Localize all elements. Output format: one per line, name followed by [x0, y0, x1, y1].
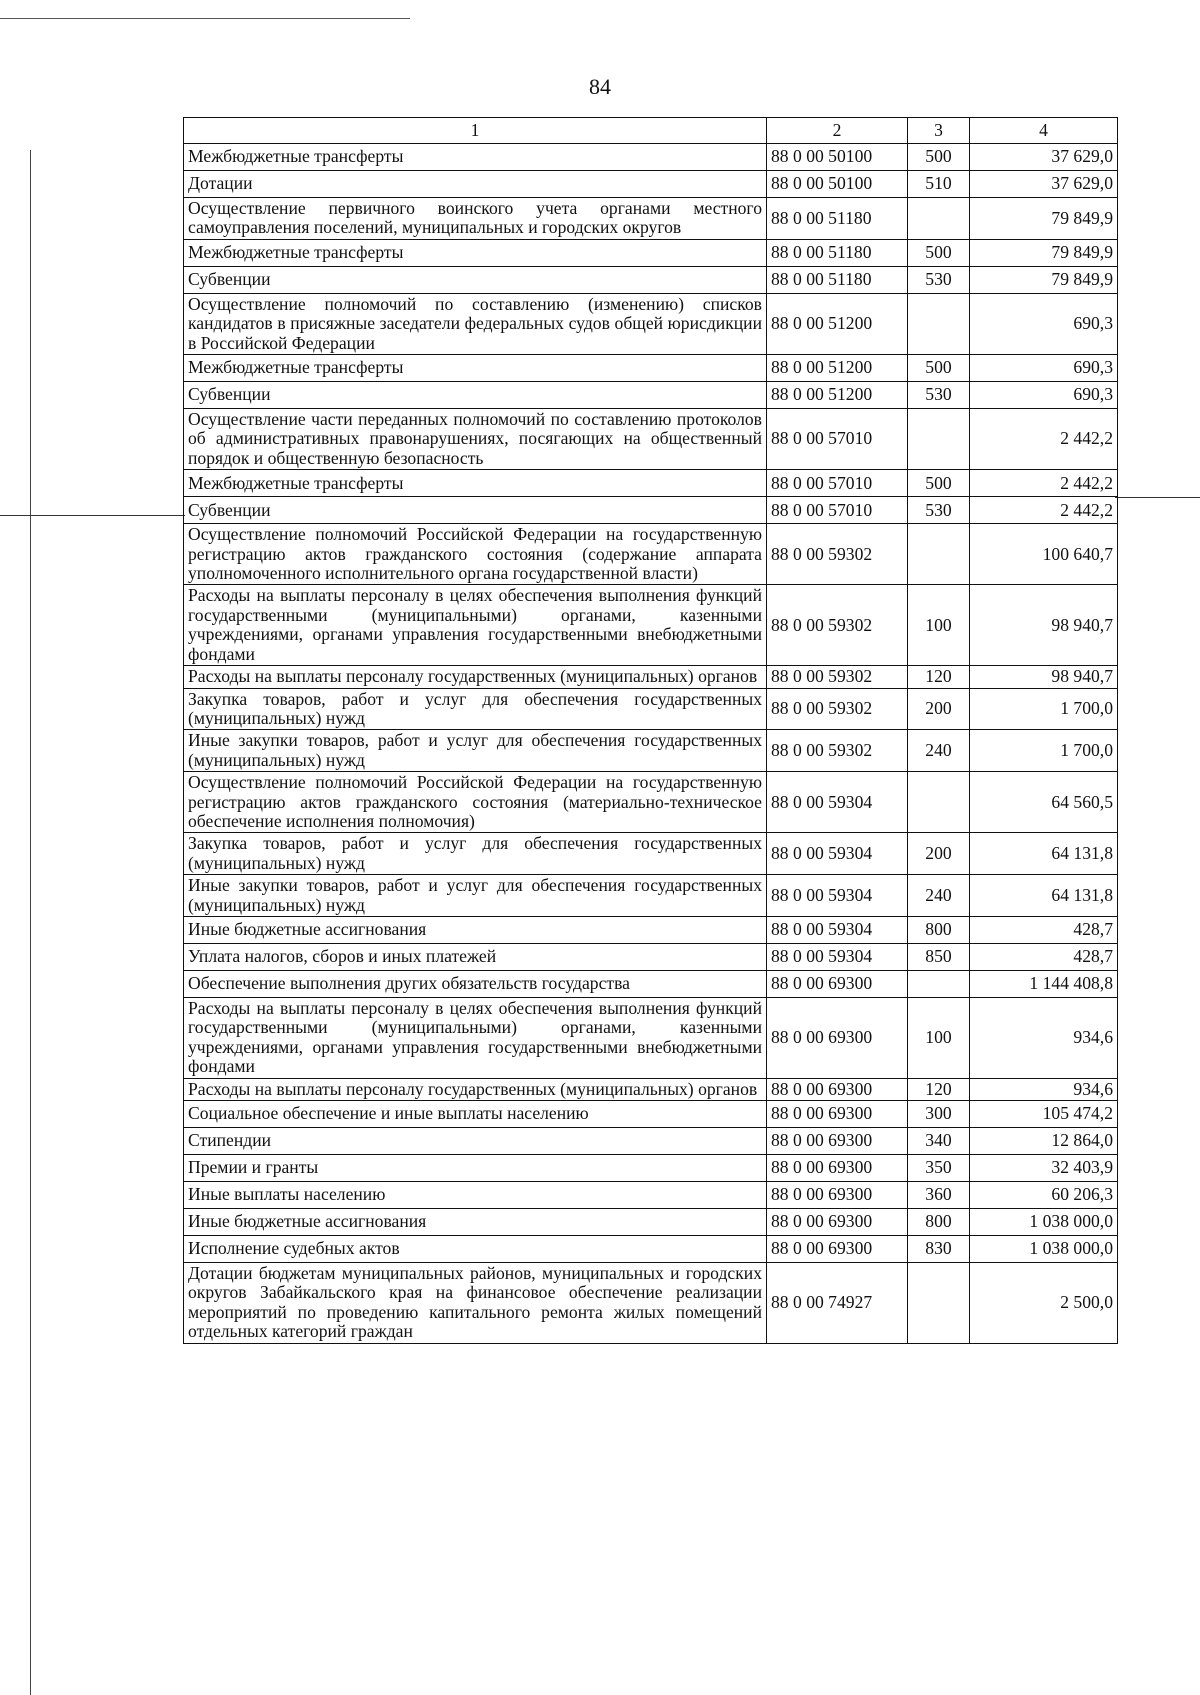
- row-code-cell: 88 0 00 51200: [767, 293, 908, 354]
- row-type-cell: 850: [908, 943, 970, 970]
- table-row: [184, 171, 1118, 198]
- row-type-cell: 500: [908, 144, 970, 171]
- row-name-cell: Премии и гранты: [184, 1155, 767, 1182]
- table-row: [184, 1128, 1118, 1155]
- row-type-cell: 340: [908, 1128, 970, 1155]
- row-code-cell: 88 0 00 69300: [767, 997, 908, 1078]
- row-amount-cell: 79 849,9: [970, 198, 1118, 240]
- table-row: [184, 943, 1118, 970]
- table-row: [184, 688, 1118, 730]
- row-code-cell: 88 0 00 51200: [767, 382, 908, 409]
- row-code-cell: 88 0 00 59304: [767, 875, 908, 917]
- row-amount-cell: 98 940,7: [970, 585, 1118, 666]
- row-code-cell: 88 0 00 50100: [767, 144, 908, 171]
- row-amount-cell: 1 144 408,8: [970, 970, 1118, 997]
- row-amount-cell: 428,7: [970, 943, 1118, 970]
- row-type-cell: 800: [908, 1209, 970, 1236]
- row-code-cell: 88 0 00 69300: [767, 970, 908, 997]
- row-code-cell: 88 0 00 51180: [767, 266, 908, 293]
- row-code-cell: 88 0 00 50100: [767, 171, 908, 198]
- row-name-cell: Осуществление полномочий Российской Федерации на государственную регистрацию актов гражданского состояния (материально-техническое обеспечение исполнения полномочия): [184, 772, 767, 833]
- row-amount-cell: 1 700,0: [970, 730, 1118, 772]
- row-type-cell: 300: [908, 1101, 970, 1128]
- row-type-cell: [908, 772, 970, 833]
- table-body: [184, 144, 1118, 1344]
- row-name-cell: Иные закупки товаров, работ и услуг для обеспечения государственных (муниципальных) нужд: [184, 875, 767, 917]
- row-code-cell: 88 0 00 69300: [767, 1209, 908, 1236]
- table-row: [184, 1236, 1118, 1263]
- scan-artifact-line: [1115, 497, 1200, 498]
- row-name-cell: Уплата налогов, сборов и иных платежей: [184, 943, 767, 970]
- column-header: 3: [908, 118, 970, 144]
- row-name-cell: Иные выплаты населению: [184, 1182, 767, 1209]
- table-row: [184, 1182, 1118, 1209]
- row-amount-cell: 1 700,0: [970, 688, 1118, 730]
- row-name-cell: Субвенции: [184, 497, 767, 524]
- table-row: [184, 293, 1118, 354]
- scan-artifact-line: [30, 150, 31, 1695]
- row-name-cell: Осуществление полномочий Российской Федерации на государственную регистрацию актов гражданского состояния (содержание аппарата уполномоченного исполнительного органа государственной власти): [184, 524, 767, 585]
- row-type-cell: 800: [908, 916, 970, 943]
- table-row: [184, 772, 1118, 833]
- row-type-cell: 100: [908, 997, 970, 1078]
- row-name-cell: Субвенции: [184, 382, 767, 409]
- row-type-cell: 530: [908, 497, 970, 524]
- row-name-cell: Межбюджетные трансферты: [184, 239, 767, 266]
- row-code-cell: 88 0 00 69300: [767, 1155, 908, 1182]
- table-row: [184, 875, 1118, 917]
- budget-table: [183, 117, 1118, 1344]
- column-header: 2: [767, 118, 908, 144]
- row-amount-cell: 64 560,5: [970, 772, 1118, 833]
- page-number: 84: [589, 74, 611, 99]
- row-code-cell: 88 0 00 69300: [767, 1078, 908, 1100]
- row-amount-cell: 12 864,0: [970, 1128, 1118, 1155]
- row-code-cell: 88 0 00 69300: [767, 1236, 908, 1263]
- row-amount-cell: 690,3: [970, 355, 1118, 382]
- row-name-cell: Исполнение судебных актов: [184, 1236, 767, 1263]
- row-code-cell: 88 0 00 59302: [767, 730, 908, 772]
- row-name-cell: Обеспечение выполнения других обязательств государства: [184, 970, 767, 997]
- row-name-cell: Расходы на выплаты персоналу в целях обеспечения выполнения функций государственными (муниципальными) органами, казенными учреждениями, органами управления государственными внебюджетными фондами: [184, 585, 767, 666]
- scan-artifact-line: [0, 18, 410, 19]
- row-amount-cell: 934,6: [970, 997, 1118, 1078]
- row-amount-cell: 64 131,8: [970, 833, 1118, 875]
- row-name-cell: Социальное обеспечение и иные выплаты населению: [184, 1101, 767, 1128]
- row-amount-cell: 2 442,2: [970, 497, 1118, 524]
- row-name-cell: Закупка товаров, работ и услуг для обеспечения государственных (муниципальных) нужд: [184, 833, 767, 875]
- row-type-cell: [908, 524, 970, 585]
- row-type-cell: 530: [908, 382, 970, 409]
- table-row: [184, 1078, 1118, 1100]
- column-header: 1: [184, 118, 767, 144]
- table-row: [184, 1155, 1118, 1182]
- table-row: [184, 470, 1118, 497]
- row-amount-cell: 690,3: [970, 382, 1118, 409]
- row-type-cell: 360: [908, 1182, 970, 1209]
- row-amount-cell: 37 629,0: [970, 144, 1118, 171]
- row-type-cell: 350: [908, 1155, 970, 1182]
- row-code-cell: 88 0 00 74927: [767, 1263, 908, 1344]
- row-code-cell: 88 0 00 51180: [767, 198, 908, 240]
- row-type-cell: 500: [908, 355, 970, 382]
- row-name-cell: Межбюджетные трансферты: [184, 470, 767, 497]
- row-type-cell: [908, 970, 970, 997]
- table-row: [184, 144, 1118, 171]
- row-code-cell: 88 0 00 51180: [767, 239, 908, 266]
- row-code-cell: 88 0 00 69300: [767, 1128, 908, 1155]
- row-code-cell: 88 0 00 57010: [767, 470, 908, 497]
- row-name-cell: Осуществление первичного воинского учета органами местного самоуправления поселений, муниципальных и городских округов: [184, 198, 767, 240]
- table-row: [184, 666, 1118, 688]
- row-amount-cell: 32 403,9: [970, 1155, 1118, 1182]
- row-name-cell: Стипендии: [184, 1128, 767, 1155]
- row-amount-cell: 934,6: [970, 1078, 1118, 1100]
- row-code-cell: 88 0 00 69300: [767, 1101, 908, 1128]
- row-type-cell: 100: [908, 585, 970, 666]
- row-code-cell: 88 0 00 57010: [767, 409, 908, 470]
- row-type-cell: 200: [908, 688, 970, 730]
- row-amount-cell: 105 474,2: [970, 1101, 1118, 1128]
- row-code-cell: 88 0 00 59302: [767, 666, 908, 688]
- row-amount-cell: 64 131,8: [970, 875, 1118, 917]
- row-code-cell: 88 0 00 57010: [767, 497, 908, 524]
- scan-artifact-line: [0, 515, 185, 516]
- row-type-cell: 200: [908, 833, 970, 875]
- table-row: [184, 1101, 1118, 1128]
- row-name-cell: Расходы на выплаты персоналу государственных (муниципальных) органов: [184, 666, 767, 688]
- row-amount-cell: 1 038 000,0: [970, 1236, 1118, 1263]
- row-code-cell: 88 0 00 59304: [767, 833, 908, 875]
- row-amount-cell: 79 849,9: [970, 266, 1118, 293]
- table-row: [184, 997, 1118, 1078]
- row-name-cell: Дотации: [184, 171, 767, 198]
- table-row: [184, 524, 1118, 585]
- row-name-cell: Иные закупки товаров, работ и услуг для обеспечения государственных (муниципальных) нужд: [184, 730, 767, 772]
- table-row: [184, 916, 1118, 943]
- row-code-cell: 88 0 00 59302: [767, 524, 908, 585]
- row-name-cell: Иные бюджетные ассигнования: [184, 916, 767, 943]
- row-amount-cell: 98 940,7: [970, 666, 1118, 688]
- row-amount-cell: 60 206,3: [970, 1182, 1118, 1209]
- row-type-cell: [908, 1263, 970, 1344]
- table-row: [184, 239, 1118, 266]
- row-name-cell: Осуществление полномочий по составлению (изменению) списков кандидатов в присяжные заседатели федеральных судов общей юрисдикции в Российской Федерации: [184, 293, 767, 354]
- table-row: [184, 585, 1118, 666]
- row-amount-cell: 100 640,7: [970, 524, 1118, 585]
- row-amount-cell: 690,3: [970, 293, 1118, 354]
- table-row: [184, 382, 1118, 409]
- row-code-cell: 88 0 00 59304: [767, 772, 908, 833]
- row-type-cell: [908, 198, 970, 240]
- row-code-cell: 88 0 00 51200: [767, 355, 908, 382]
- table-row: [184, 1209, 1118, 1236]
- table-row: [184, 355, 1118, 382]
- table-row: [184, 409, 1118, 470]
- row-code-cell: 88 0 00 59302: [767, 585, 908, 666]
- row-name-cell: Межбюджетные трансферты: [184, 355, 767, 382]
- table-row: [184, 1263, 1118, 1344]
- table-header-row: [184, 118, 1118, 144]
- row-name-cell: Иные бюджетные ассигнования: [184, 1209, 767, 1236]
- row-type-cell: 120: [908, 666, 970, 688]
- row-type-cell: 240: [908, 875, 970, 917]
- row-type-cell: 120: [908, 1078, 970, 1100]
- row-type-cell: 530: [908, 266, 970, 293]
- row-amount-cell: 1 038 000,0: [970, 1209, 1118, 1236]
- row-name-cell: Расходы на выплаты персоналу в целях обеспечения выполнения функций государственными (муниципальными) органами, казенными учреждениями, органами управления государственными внебюджетными фондами: [184, 997, 767, 1078]
- row-name-cell: Закупка товаров, работ и услуг для обеспечения государственных (муниципальных) нужд: [184, 688, 767, 730]
- row-amount-cell: 2 442,2: [970, 470, 1118, 497]
- row-amount-cell: 428,7: [970, 916, 1118, 943]
- table-row: [184, 497, 1118, 524]
- row-code-cell: 88 0 00 59304: [767, 916, 908, 943]
- row-name-cell: Дотации бюджетам муниципальных районов, муниципальных и городских округов Забайкальского края на финансовое обеспечение реализации мероприятий по проведению капитального ремонта жилых помещений отдельных категорий граждан: [184, 1263, 767, 1344]
- row-code-cell: 88 0 00 59304: [767, 943, 908, 970]
- row-code-cell: 88 0 00 59302: [767, 688, 908, 730]
- row-amount-cell: 2 500,0: [970, 1263, 1118, 1344]
- row-amount-cell: 37 629,0: [970, 171, 1118, 198]
- row-type-cell: [908, 409, 970, 470]
- row-code-cell: 88 0 00 69300: [767, 1182, 908, 1209]
- row-name-cell: Субвенции: [184, 266, 767, 293]
- table-row: [184, 833, 1118, 875]
- row-type-cell: 240: [908, 730, 970, 772]
- row-type-cell: 510: [908, 171, 970, 198]
- row-type-cell: [908, 293, 970, 354]
- table-row: [184, 730, 1118, 772]
- table-row: [184, 266, 1118, 293]
- row-amount-cell: 79 849,9: [970, 239, 1118, 266]
- row-name-cell: Осуществление части переданных полномочий по составлению протоколов об административных правонарушениях, посягающих на общественный порядок и общественную безопасность: [184, 409, 767, 470]
- table-row: [184, 198, 1118, 240]
- row-amount-cell: 2 442,2: [970, 409, 1118, 470]
- row-type-cell: 830: [908, 1236, 970, 1263]
- row-name-cell: Межбюджетные трансферты: [184, 144, 767, 171]
- column-header: 4: [970, 118, 1118, 144]
- row-type-cell: 500: [908, 239, 970, 266]
- row-type-cell: 500: [908, 470, 970, 497]
- table-row: [184, 970, 1118, 997]
- row-name-cell: Расходы на выплаты персоналу государственных (муниципальных) органов: [184, 1078, 767, 1100]
